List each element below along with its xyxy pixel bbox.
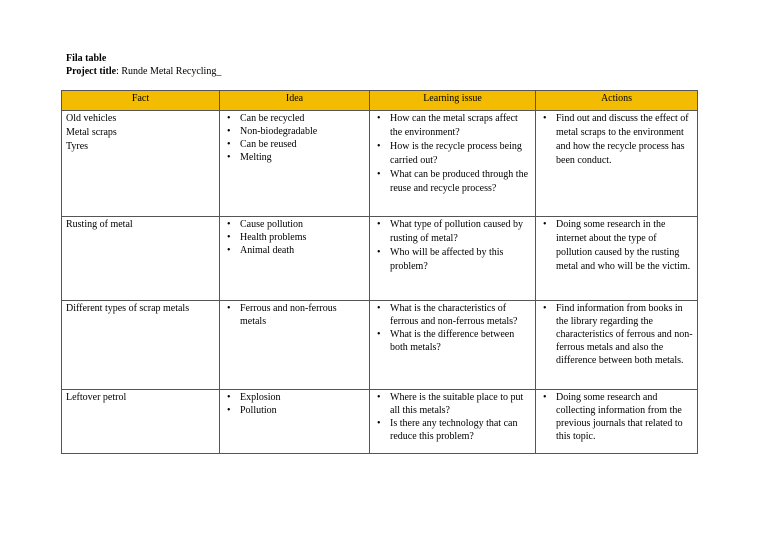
learning-issue-list bbox=[374, 218, 531, 274]
column-header-learning-issue: Learning issue bbox=[370, 91, 536, 111]
list-item: • Who will be affected by this problem? bbox=[374, 246, 531, 274]
learning-issue-cell bbox=[370, 111, 536, 217]
fact-text: Different types of scrap metals bbox=[66, 303, 190, 314]
list-item: • Can be recycled bbox=[224, 112, 365, 125]
actions-cell bbox=[536, 111, 698, 217]
table-row bbox=[62, 217, 698, 301]
project-title-value: : Runde Metal Recycling_ bbox=[116, 66, 222, 77]
actions-list bbox=[540, 302, 693, 367]
project-title-line bbox=[66, 65, 221, 78]
table-row bbox=[62, 301, 698, 390]
table-title: Fila table bbox=[66, 53, 107, 64]
learning-issue-cell bbox=[370, 217, 536, 301]
fact-text: Leftover petrol bbox=[66, 392, 127, 403]
actions-list bbox=[540, 112, 693, 168]
list-item: • Health problems bbox=[224, 231, 365, 244]
column-header-idea: Idea bbox=[220, 91, 370, 111]
idea-cell bbox=[220, 217, 370, 301]
list-item: • What is the characteristics of ferrous and non-ferrous metals? bbox=[374, 302, 531, 328]
idea-list bbox=[224, 391, 365, 417]
list-item: • What can be produced through the reuse and recycle process? bbox=[374, 168, 531, 196]
idea-cell bbox=[220, 111, 370, 217]
learning-issue-list bbox=[374, 391, 531, 443]
learning-issue-list bbox=[374, 302, 531, 354]
list-item: • Find information from books in the library regarding the characteristics of ferrous and non-ferrous metals and also the difference between both metals. bbox=[540, 302, 693, 367]
list-item: • Pollution bbox=[224, 404, 365, 417]
document-heading bbox=[66, 52, 221, 78]
list-item: • Melting bbox=[224, 151, 365, 164]
actions-cell bbox=[536, 217, 698, 301]
project-title-label: Project title bbox=[66, 66, 117, 77]
fact-cell bbox=[62, 111, 220, 217]
idea-cell bbox=[220, 390, 370, 454]
fact-cell bbox=[62, 390, 220, 454]
list-item: • Find out and discuss the effect of metal scraps to the environment and how the recycle process has been conduct. bbox=[540, 112, 693, 168]
idea-list bbox=[224, 112, 365, 164]
actions-list bbox=[540, 218, 693, 274]
column-header-fact: Fact bbox=[62, 91, 220, 111]
list-item: • Cause pollution bbox=[224, 218, 365, 231]
learning-issue-list bbox=[374, 112, 531, 196]
list-item: • Animal death bbox=[224, 244, 365, 257]
list-item: • Doing some research in the internet about the type of pollution caused by the rusting metal and who will be the victim. bbox=[540, 218, 693, 274]
list-item: • Ferrous and non-ferrous metals bbox=[224, 302, 365, 328]
list-item: • How can the metal scraps affect the environment? bbox=[374, 112, 531, 140]
learning-issue-cell bbox=[370, 301, 536, 390]
fact-text: Rusting of metal bbox=[66, 219, 133, 230]
fact-cell bbox=[62, 217, 220, 301]
fact-text: Old vehicles Metal scraps Tyres bbox=[66, 113, 117, 152]
actions-cell bbox=[536, 390, 698, 454]
idea-list bbox=[224, 218, 365, 257]
actions-list bbox=[540, 391, 693, 443]
column-header-actions: Actions bbox=[536, 91, 698, 111]
fact-cell bbox=[62, 301, 220, 390]
list-item: • Where is the suitable place to put all this metals? bbox=[374, 391, 531, 417]
list-item: • Explosion bbox=[224, 391, 365, 404]
learning-issue-cell bbox=[370, 390, 536, 454]
table-row bbox=[62, 390, 698, 454]
list-item: • Doing some research and collecting information from the previous journals that related to this topic. bbox=[540, 391, 693, 443]
list-item: • What is the difference between both metals? bbox=[374, 328, 531, 354]
actions-cell bbox=[536, 301, 698, 390]
list-item: • Can be reused bbox=[224, 138, 365, 151]
idea-cell bbox=[220, 301, 370, 390]
list-item: • Is there any technology that can reduce this problem? bbox=[374, 417, 531, 443]
table-header-row bbox=[62, 91, 698, 111]
list-item: • Non-biodegradable bbox=[224, 125, 365, 138]
fila-table bbox=[61, 90, 698, 454]
list-item: • What type of pollution caused by rusting of metal? bbox=[374, 218, 531, 246]
list-item: • How is the recycle process being carried out? bbox=[374, 140, 531, 168]
table-row bbox=[62, 111, 698, 217]
idea-list bbox=[224, 302, 365, 328]
